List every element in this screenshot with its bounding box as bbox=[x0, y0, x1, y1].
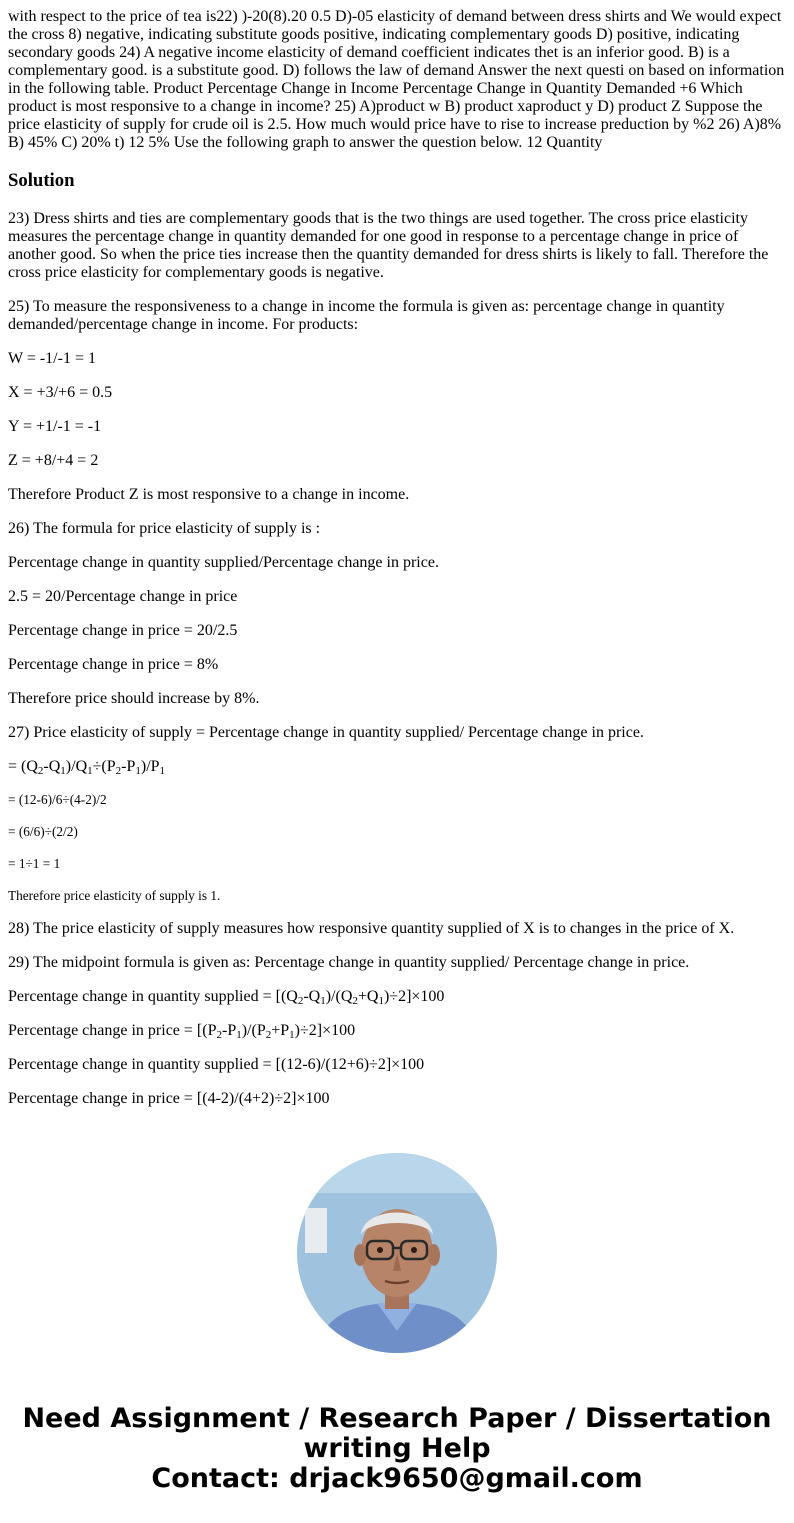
answer-25-w: W = -1/-1 = 1 bbox=[8, 350, 96, 367]
answer-29-quantity-formula: Percentage change in quantity supplied = $[(Q_2-Q_1)/(Q_2+Q_1)\div 2]\times 100$ bbox=[8, 988, 445, 1007]
banner-line-1: Need Assignment / Research Paper / Dissertation bbox=[22, 1403, 772, 1434]
answer-25-y: Y = +1/-1 = -1 bbox=[8, 418, 102, 435]
answer-25-intro: 25) To measure the responsiveness to a change in income the formula is given as: percentage change in quantity demanded/percentage change in income. For products: bbox=[8, 298, 725, 333]
solution-heading: Solution bbox=[8, 170, 75, 191]
answer-28: 28) The price elasticity of supply measures how responsive quantity supplied of X is to changes in the price of X. bbox=[8, 920, 735, 937]
avatar-portrait bbox=[297, 1153, 497, 1353]
answer-27-intro: 27) Price elasticity of supply = Percentage change in quantity supplied/ Percentage change in price. bbox=[8, 724, 644, 741]
answer-29-price-numeric: Percentage change in price = [(4-2)/(4+2)÷2]×100 bbox=[8, 1090, 330, 1107]
question-text: with respect to the price of tea is22) )-20(8).20 0.5 D)-05 elasticity of demand between dress shirts and We would expect the cross 8) negative, indicating substitute goods positive, indicating complementary goods D) positive, indicating secondary goods 24) A negative income elasticity of demand coefficient indicates thet is an inferior good. B) is a complementary good. is a substitute good. D) follows the law of demand Answer the next questi on based on information in the following table. Product Percentage Change in Income Percentage Change in Quantity Demanded +6 Which product is most responsive to a change in income? 25) A)product w B) product xaproduct y D) product Z Suppose the price elasticity of supply for crude oil is 2.5. How much would price have to rise to increase preduction by %2 26) A)8% B) 45% C) 20% t) 12 5% Use the following graph to answer the question below. 12 Quantity bbox=[8, 8, 785, 151]
answer-25-x: X = +3/+6 = 0.5 bbox=[8, 384, 113, 401]
answer-29-quantity-numeric: Percentage change in quantity supplied = [(12-6)/(12+6)÷2]×100 bbox=[8, 1056, 425, 1073]
banner-line-2: writing Help bbox=[303, 1433, 491, 1464]
answer-29-intro: 29) The midpoint formula is given as: Percentage change in quantity supplied/ Percentage change in price. bbox=[8, 954, 690, 971]
answer-27-step3: = 1÷1 = 1 bbox=[8, 856, 61, 871]
answer-26-step3: Percentage change in price = 8% bbox=[8, 656, 219, 673]
answer-27-conclusion: Therefore price elasticity of supply is 1. bbox=[8, 888, 221, 903]
answer-26-formula: Percentage change in quantity supplied/Percentage change in price. bbox=[8, 554, 439, 571]
answer-29-price-formula: Percentage change in price = $[(P_2-P_1)/(P_2+P_1)\div 2]\times 100$ bbox=[8, 1022, 356, 1041]
answer-26-conclusion: Therefore price should increase by 8%. bbox=[8, 690, 260, 707]
answer-26-step2: Percentage change in price = 20/2.5 bbox=[8, 622, 238, 639]
answer-25-conclusion: Therefore Product Z is most responsive to a change in income. bbox=[8, 486, 410, 503]
answer-26-step1: 2.5 = 20/Percentage change in price bbox=[8, 588, 238, 605]
answer-27-formula: = $(Q_2-Q_1)/Q_1\div(P_2-P_1)/P_1$ bbox=[8, 758, 166, 777]
answer-27-step1: = (12-6)/6÷(4-2)/2 bbox=[8, 792, 107, 807]
answer-25-z: Z = +8/+4 = 2 bbox=[8, 452, 99, 469]
answer-23: 23) Dress shirts and ties are complementary goods that is the two things are used together. The cross price elasticity measures the percentage change in quantity demanded for one good in response to a percentage change in price of another good. So when the price ties increase then the quantity demanded for dress shirts is likely to fall. Therefore the cross price elasticity for complementary goods is negative. bbox=[8, 210, 769, 281]
avatar bbox=[297, 1153, 497, 1353]
contact-banner bbox=[0, 1404, 794, 1494]
answer-26-intro: 26) The formula for price elasticity of supply is : bbox=[8, 520, 321, 537]
answer-27-step2: = (6/6)÷(2/2) bbox=[8, 824, 78, 839]
banner-contact-email[interactable]: Contact: drjack9650@gmail.com bbox=[151, 1463, 643, 1494]
